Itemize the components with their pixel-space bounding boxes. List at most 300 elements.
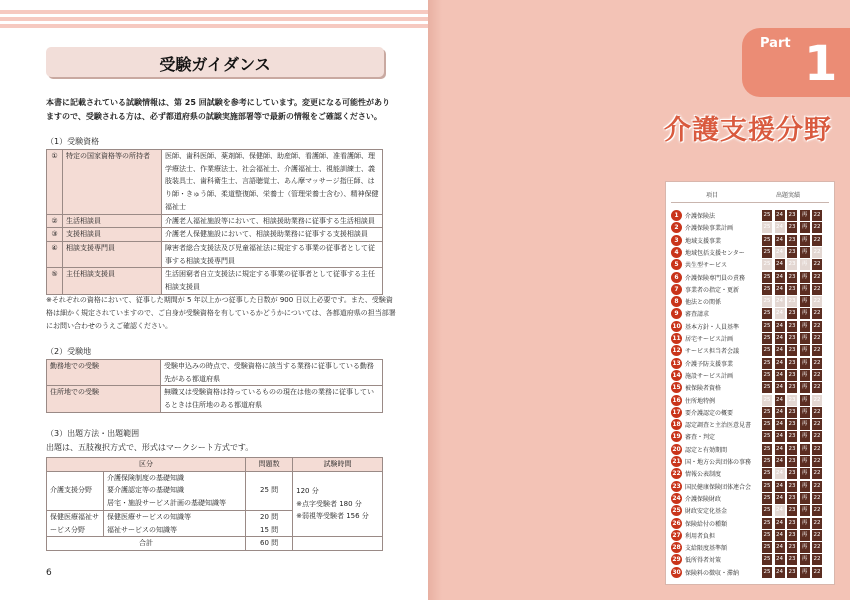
exam-year-cell: 23 [787,358,797,369]
part-label: Part [760,36,791,51]
topic-row [671,444,829,455]
exam-year-cell: 再 [800,518,810,529]
qualification-desc: 介護老人保健施設において、相談援助業務に従事する支援相談員 [162,228,383,242]
exam-year-cell: 23 [787,542,797,553]
topic-number: 6 [671,272,682,283]
exam-year-cell: 24 [775,444,785,455]
topic-name: 介護保険法 [685,213,716,220]
page-title-box [46,47,384,77]
exam-year-cell: 22 [812,407,822,418]
exam-year-cell: 24 [775,481,785,492]
qualification-desc: 介護老人福祉施設等において、相談援助業務に従事する生活相談員 [162,214,383,228]
topic-row [671,530,829,541]
topic-name: 認定と有効期間 [685,446,728,454]
header-category: 区分 [47,458,246,472]
exam-year-cell: 22 [812,554,822,565]
qualification-note: ※それぞれの資格において、従事した期間が 5 年以上かつ従事した日数が 900 日以上必要です。また、受験資格は細かく規定されていますので、ご自身が受験資格を有しているかどうかについては、各都道府県の担当部署にお問い合わせのうえご確認ください。 [46,296,396,330]
exam-year-cell: 22 [812,308,822,319]
topic-number: 25 [672,507,681,515]
qualification-name: 生活相談員 [63,214,162,228]
exam-year-cell: 再 [800,296,810,307]
topic-row [671,542,829,553]
exam-count [246,510,293,536]
topic-row [671,419,829,430]
row-number: ② [47,214,63,228]
topic-name: 保険料の徴収・滞納 [685,569,740,577]
exam-year-cell: 25 [762,407,772,418]
panel-divider [671,202,829,203]
topic-row [671,370,829,381]
exam-year-cell: 再 [800,382,810,393]
topic-name: 共生型サービス [685,262,728,270]
exam-year-cell: 22 [812,370,822,381]
exam-year-cell: 23 [787,468,797,479]
exam-year-cell: 25 [762,296,772,307]
exam-year-cell: 23 [787,210,797,221]
exam-year-cell: 22 [812,358,822,369]
exam-year-cell: 25 [762,308,772,319]
topic-row [671,321,829,332]
exam-year-cell: 25 [762,358,772,369]
exam-year-cell: 22 [812,210,822,221]
topic-number: 16 [672,396,681,404]
topic-number: 12 [672,347,681,355]
exam-year-cell: 24 [775,247,785,258]
exam-table [46,457,383,551]
topic-panel [665,181,835,585]
field-title: 介護支援分野 [664,115,832,146]
exam-year-cell: 23 [787,370,797,381]
exam-year-cell: 再 [800,272,810,283]
topic-name: 審査・判定 [685,434,716,442]
header-count: 問題数 [246,458,293,472]
exam-year-cell: 23 [787,505,797,516]
topic-number: 13 [672,359,681,367]
exam-group-items [104,510,246,536]
exam-item: 福祉サービスの知識等 [107,525,177,534]
section-heading: （2）受験地 [46,347,92,356]
topic-row [671,210,829,221]
exam-year-cell: 23 [787,259,797,270]
exam-year-cell: 23 [787,530,797,541]
qualification-desc: 医師、歯科医師、薬剤師、保健師、助産師、看護師、准看護師、理学療法士、作業療法士、社会福祉士、介護福祉士、視能訓練士、義肢装具士、歯科衛生士、言語聴覚士、あん摩マッサージ指圧師、はり師・きゅう師、柔道整復師、栄養士（管理栄養士含む）、精神保健福祉士 [162,150,383,215]
row-number: ⑤ [47,268,63,294]
exam-year-cell: 23 [787,235,797,246]
topic-number: 21 [672,458,681,465]
exam-year-cell: 24 [775,333,785,344]
exam-year-cell: 23 [787,456,797,467]
venue-desc: 無職又は受験資格は持っているものの現在は他の業務に従事しているときは住所地のある都道府県 [161,386,383,412]
exam-year-cell: 再 [800,321,810,332]
topic-name: 他法との関係 [685,299,722,307]
topic-number: 2 [671,222,682,233]
topic-number: 7 [671,284,682,295]
exam-year-cell: 24 [775,468,785,479]
exam-year-cell: 25 [762,456,772,467]
part-tab [742,28,850,97]
exam-year-cell: 再 [800,493,810,504]
exam-year-cell: 23 [787,382,797,393]
topic-name: 介護保険財政 [685,495,722,503]
exam-year-cell: 23 [787,308,797,319]
exam-year-cell: 22 [812,530,822,541]
row-number: ③ [47,228,63,242]
exam-year-cell: 22 [812,345,822,356]
exam-year-cell: 25 [762,530,772,541]
topic-name: 情報公表制度 [685,471,722,479]
topic-number: 29 [672,556,681,564]
exam-year-cell: 24 [775,456,785,467]
exam-year-cell: 24 [775,419,785,430]
exam-year-cell: 25 [762,481,772,492]
exam-year-cell: 23 [787,296,797,307]
exam-year-cell: 22 [812,456,822,467]
qualification-name: 支援相談員 [63,228,162,242]
exam-year-cell: 再 [800,554,810,565]
exam-year-cell: 22 [812,259,822,270]
exam-year-cell: 24 [775,554,785,565]
exam-year-cell: 25 [762,284,772,295]
exam-year-cell: 再 [800,284,810,295]
topic-row [671,284,829,295]
topic-number: 9 [671,308,682,319]
empty-cell [293,537,383,551]
exam-year-cell: 再 [800,530,810,541]
exam-year-cell: 22 [812,481,822,492]
exam-group-items [104,471,246,510]
exam-year-cell: 23 [787,395,797,406]
row-number: ④ [47,241,63,267]
row-number: ① [47,150,63,215]
exam-year-cell: 再 [800,235,810,246]
topic-name: 審査請求 [685,311,710,319]
exam-year-cell: 25 [762,333,772,344]
exam-time [293,471,383,537]
exam-year-cell: 24 [775,235,785,246]
exam-year-cell: 25 [762,431,772,442]
exam-year-cell: 24 [775,222,785,233]
exam-year-cell: 再 [800,468,810,479]
topic-name: 国・地方公共団体の事務 [685,459,752,466]
exam-year-cell: 22 [812,468,822,479]
table-row [47,537,383,551]
total-label: 合計 [47,537,246,551]
topic-name: 介護保険事業計画 [685,225,734,233]
exam-year-cell: 23 [787,272,797,283]
exam-year-cell: 22 [812,272,822,283]
exam-year-cell: 22 [812,321,822,332]
exam-year-cell: 23 [787,518,797,529]
exam-year-cell: 23 [787,431,797,442]
exam-year-cell: 22 [812,247,822,258]
table-row [47,228,383,242]
topic-number: 30 [672,568,681,576]
topic-number: 8 [671,296,682,307]
topic-number: 11 [672,335,681,342]
exam-year-cell: 再 [800,444,810,455]
topic-name: 低所得者対策 [685,557,722,565]
exam-year-cell: 再 [800,259,810,270]
topic-row [671,481,829,492]
topic-number: 17 [672,408,681,416]
exam-year-cell: 再 [800,407,810,418]
exam-year-cell: 25 [762,567,772,578]
exam-item: 保健医療サービスの知識等 [107,512,191,521]
time-line: ※弱視等受験者 156 分 [296,512,369,521]
topic-number: 14 [672,371,681,379]
exam-year-cell: 25 [762,505,772,516]
exam-year-cell: 再 [800,333,810,344]
topic-name: 支給限度基準額 [685,545,728,553]
exam-year-cell: 24 [775,493,785,504]
exam-year-cell: 23 [787,493,797,504]
exam-year-cell: 25 [762,210,772,221]
page-number: 6 [46,568,52,578]
exam-year-cell: 22 [812,431,822,442]
topic-row [671,308,829,319]
topic-number: 20 [672,445,681,453]
topic-number: 1 [671,210,682,221]
topic-row [671,407,829,418]
exam-year-cell: 23 [787,567,797,578]
exam-group-name: 介護支援分野 [47,471,104,510]
qualification-name: 相談支援専門員 [63,241,162,267]
page-title: 受験ガイダンス [159,55,271,74]
exam-year-cell: 再 [800,505,810,516]
exam-year-cell: 24 [775,407,785,418]
topic-number: 15 [672,384,681,392]
exam-year-cell: 25 [762,370,772,381]
exam-year-cell: 22 [812,296,822,307]
topic-name: 利用者負担 [685,532,716,540]
topic-row [671,345,829,356]
exam-year-cell: 再 [800,358,810,369]
exam-group-name: 保健医療福祉サービス分野 [47,510,104,536]
exam-year-cell: 24 [775,370,785,381]
exam-year-cell: 再 [800,222,810,233]
exam-year-cell: 25 [762,518,772,529]
topic-name: 認定調査と主治医意見書 [685,422,752,430]
topic-name: サービス担当者会議 [685,348,740,356]
topic-row [671,431,829,442]
topic-row [671,567,829,578]
exam-year-cell: 22 [812,235,822,246]
topic-row [671,333,829,344]
exam-year-cell: 25 [762,259,772,270]
qualification-name: 特定の国家資格等の所持者 [63,150,162,215]
exam-year-cell: 24 [775,345,785,356]
exam-year-cell: 24 [775,395,785,406]
exam-year-cell: 24 [775,382,785,393]
count-line: 15 問 [260,525,279,534]
topic-name: 国民健康保険団体連合会 [685,483,752,491]
topic-name: 保険給付の種類 [685,520,728,528]
table-row [47,150,383,215]
exam-year-cell: 22 [812,419,822,430]
exam-item: 居宅・施設サービス計画の基礎知識等 [107,499,226,508]
exam-year-cell: 再 [800,481,810,492]
exam-year-cell: 再 [800,567,810,578]
exam-year-cell: 25 [762,382,772,393]
exam-year-cell: 再 [800,419,810,430]
venue-type: 勤務地での受験 [47,360,161,386]
exam-year-cell: 再 [800,370,810,381]
exam-year-cell: 22 [812,567,822,578]
exam-year-cell: 24 [775,518,785,529]
topic-number: 27 [672,531,681,539]
topic-number: 26 [672,519,681,527]
table-row [47,471,383,510]
exam-year-cell: 25 [762,345,772,356]
topic-row [671,247,829,258]
venue-desc: 受験申込みの時点で、受験資格に該当する業務に従事している勤務先がある都道府県 [161,360,383,386]
exam-year-cell: 22 [812,333,822,344]
topic-row [671,358,829,369]
exam-year-cell: 再 [800,247,810,258]
table-header-row [47,458,383,472]
exam-year-cell: 22 [812,222,822,233]
exam-year-cell: 22 [812,505,822,516]
topic-number: 10 [672,322,681,330]
topic-row [671,395,829,406]
exam-year-cell: 22 [812,382,822,393]
exam-year-cell: 23 [787,333,797,344]
exam-year-cell: 再 [800,345,810,356]
exam-year-cell: 24 [775,358,785,369]
header-time: 試験時間 [293,458,383,472]
intro-text: 本書に記載されている試験情報は、第 25 回試験を参考にしています。変更になる可能性がありますので、受験される方は、必ず都道府県の試験実施部署等で最新の情報をご確認ください。 [46,98,391,121]
topic-row [671,259,829,270]
exam-year-cell: 23 [787,444,797,455]
exam-year-cell: 23 [787,284,797,295]
topic-name: 住所地特例 [685,397,716,405]
topic-number: 4 [671,247,682,258]
topic-name: 地域包括支援センター [685,249,745,257]
exam-year-cell: 24 [775,210,785,221]
exam-year-cell: 再 [800,456,810,467]
topic-name: 被保険者資格 [685,385,722,393]
topic-row [671,222,829,233]
time-line: 120 分 [296,486,319,495]
topic-number: 22 [672,470,681,478]
topic-number: 23 [672,482,681,490]
exam-year-cell: 22 [812,542,822,553]
topic-number: 5 [671,259,682,270]
venue-table [46,359,383,413]
exam-year-cell: 25 [762,542,772,553]
exam-year-cell: 23 [787,419,797,430]
exam-year-cell: 23 [787,407,797,418]
exam-year-cell: 25 [762,395,772,406]
topic-row [671,518,829,529]
exam-year-cell: 25 [762,222,772,233]
exam-year-cell: 23 [787,222,797,233]
panel-header-record: 出題実績 [776,192,801,199]
exam-year-cell: 25 [762,468,772,479]
exam-year-cell: 24 [775,272,785,283]
topic-number: 18 [672,421,681,429]
section-heading: （3）出題方法・出題範囲 [46,429,140,438]
qualification-desc: 生活困窮者自立支援法に規定する事業の従事者として従事する主任相談支援員 [162,268,383,294]
exam-year-cell: 25 [762,247,772,258]
topic-name: 財政安定化基金 [685,508,728,516]
exam-year-cell: 25 [762,321,772,332]
exam-year-cell: 再 [800,395,810,406]
exam-year-cell: 25 [762,444,772,455]
exam-year-cell: 25 [762,554,772,565]
part-number: 1 [804,36,838,92]
topic-row [671,493,829,504]
topic-row [671,296,829,307]
topic-row [671,456,829,467]
exam-year-cell: 再 [800,542,810,553]
exam-year-cell: 24 [775,505,785,516]
topic-name: 事業者の指定・更新 [685,286,740,294]
qualification-name: 主任相談支援員 [63,268,162,294]
page-gutter [428,0,442,600]
topic-row [671,554,829,565]
exam-year-cell: 23 [787,247,797,258]
exam-year-cell: 24 [775,431,785,442]
table-row [47,268,383,294]
exam-year-cell: 25 [762,493,772,504]
exam-year-cell: 24 [775,296,785,307]
topic-row [671,505,829,516]
exam-year-cell: 24 [775,259,785,270]
count-line: 20 問 [260,512,279,521]
topic-row [671,272,829,283]
exam-year-cell: 再 [800,308,810,319]
exam-year-cell: 再 [800,210,810,221]
exam-year-cell: 23 [787,554,797,565]
qualification-desc: 障害者総合支援法及び児童福祉法に規定する事業の従事者として従事する相談支援専門員 [162,241,383,267]
time-line: ※点字受験者 180 分 [296,499,362,508]
topic-number: 24 [672,494,681,502]
exam-year-cell: 24 [775,567,785,578]
exam-item: 介護保険制度の基礎知識 [107,473,184,482]
qualification-table [46,149,383,295]
table-row [47,360,383,386]
topic-name: 要介護認定の概要 [685,409,734,417]
topic-number: 19 [672,433,681,441]
exam-year-cell: 22 [812,395,822,406]
table-row [47,214,383,228]
section-heading: （1）受験資格 [46,137,100,146]
exam-year-cell: 22 [812,444,822,455]
exam-year-cell: 25 [762,272,772,283]
exam-year-cell: 24 [775,321,785,332]
table-row [47,241,383,267]
panel-header-item: 項目 [706,192,719,199]
venue-type: 住所地での受験 [47,386,161,412]
topic-number: 3 [671,235,682,246]
header-stripe [0,24,428,28]
exam-year-cell: 24 [775,542,785,553]
topic-name: 基本方針・人員基準 [685,323,740,331]
exam-year-cell: 23 [787,321,797,332]
topic-name: 介護予防支援事業 [685,360,734,368]
exam-year-cell: 22 [812,518,822,529]
topic-name: 施設サービス計画 [685,372,734,380]
topic-row [671,468,829,479]
total-count: 60 問 [246,537,293,551]
exam-year-cell: 24 [775,308,785,319]
topic-row [671,382,829,393]
exam-count: 25 問 [246,471,293,510]
topic-row [671,235,829,246]
exam-item: 要介護認定等の基礎知識 [107,486,184,495]
exam-year-cell: 23 [787,345,797,356]
